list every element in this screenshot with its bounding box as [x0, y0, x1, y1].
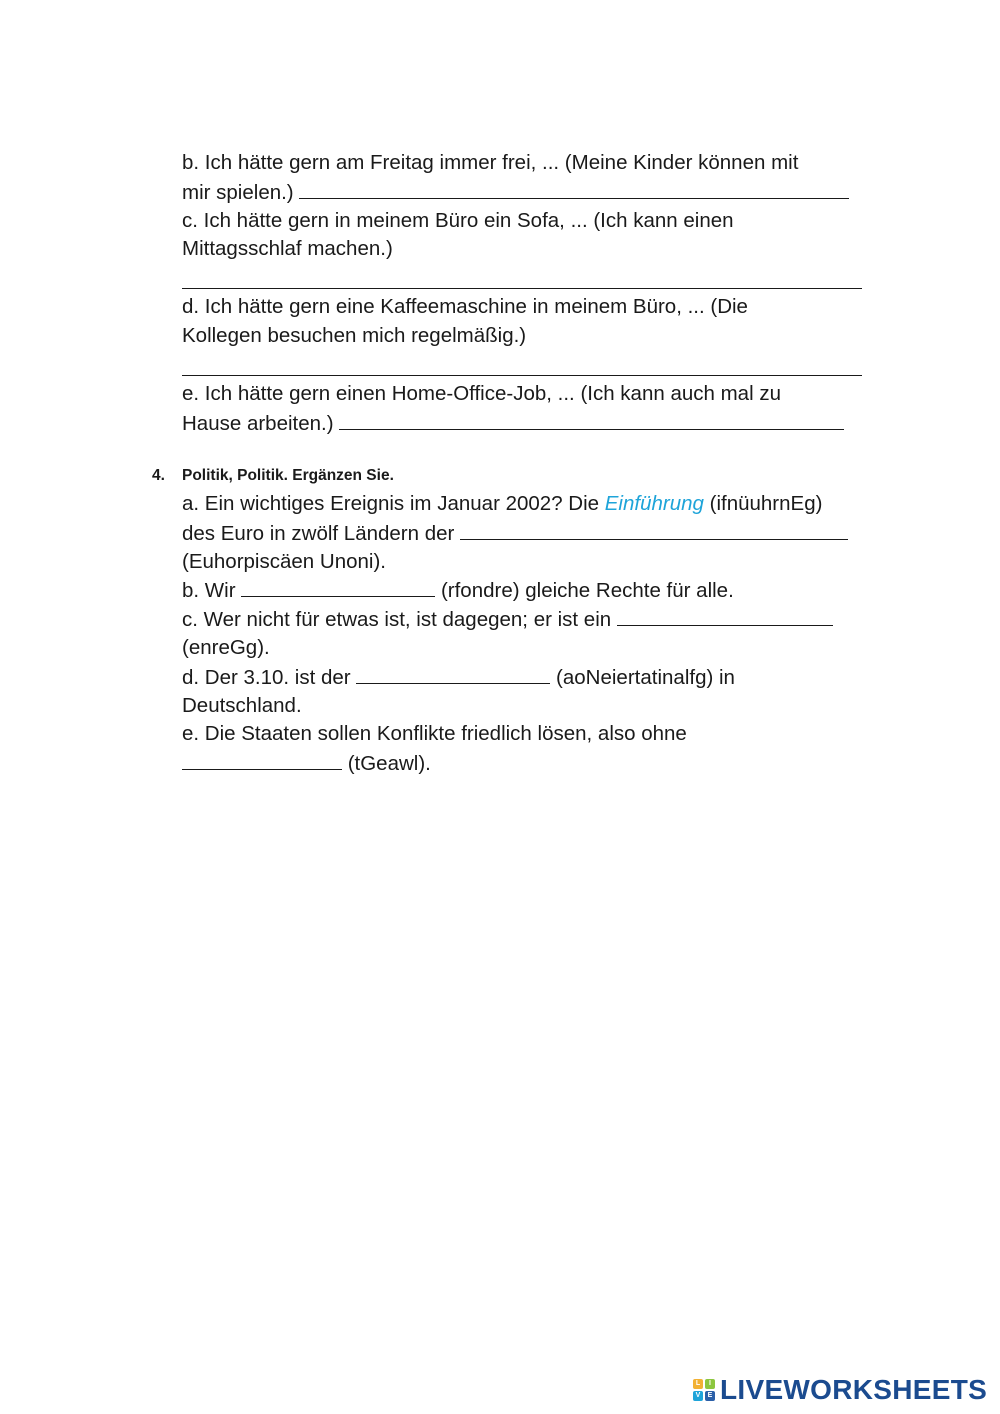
- answer-blank-4e[interactable]: [182, 749, 342, 770]
- item-4d-text: d. Der 3.10. ist der: [182, 665, 351, 689]
- answer-blank-4b[interactable]: [241, 576, 435, 597]
- item-4c-line1: [182, 605, 882, 634]
- item-3d-line2: Kollegen besuchen mich regelmäßig.): [182, 323, 527, 347]
- item-4b: [182, 576, 882, 605]
- logo-letter-e: E: [705, 1391, 715, 1401]
- exercise-4-heading: [152, 467, 394, 485]
- item-3b-text: mir spielen.): [182, 180, 294, 204]
- answer-blank-4d[interactable]: [356, 663, 550, 684]
- item-3e-line2: [182, 409, 882, 438]
- item-4d-scramble: (aoNeiertatinalfg) in: [556, 665, 735, 689]
- exercise-4-items: [182, 490, 882, 778]
- answer-blank-3d[interactable]: [182, 351, 862, 376]
- item-4a-text: a. Ein wichtiges Ereignis im Januar 2002? Die: [182, 492, 600, 515]
- item-4c-text: c. Wer nicht für etwas ist, ist dagegen; er ist ein: [182, 608, 612, 632]
- item-4e-scramble: (tGeawl).: [347, 752, 431, 776]
- item-4a-line3: (Euhorpiscäen Unoni).: [182, 549, 386, 573]
- item-4d-line1: [182, 663, 882, 692]
- item-4b-text: b. Wir: [182, 579, 236, 603]
- item-3c-line1: c. Ich hätte gern in meinem Büro ein Sofa, ... (Ich kann einen: [182, 208, 734, 232]
- item-3e-line1: e. Ich hätte gern einen Home-Office-Job, ... (Ich kann auch mal zu: [182, 381, 781, 405]
- item-4a-line1: [182, 490, 882, 519]
- item-4e-line1: e. Die Staaten sollen Konflikte friedlich lösen, also ohne: [182, 722, 687, 746]
- item-4d-line2: Deutschland.: [182, 693, 302, 717]
- answer-blank-4c[interactable]: [617, 605, 833, 626]
- item-3c-line2: Mittagsschlaf machen.): [182, 237, 393, 261]
- exercise-title: Politik, Politik. Ergänzen Sie.: [182, 467, 394, 484]
- item-4c-line2: (enreGg).: [182, 635, 270, 659]
- item-3e-text: Hause arbeiten.): [182, 411, 334, 435]
- item-4b-scramble: (rfondre) gleiche Rechte für alle.: [440, 579, 734, 603]
- logo-letter-v: V: [693, 1391, 703, 1401]
- item-3d-line1: d. Ich hätte gern eine Kaffeemaschine in meinem Büro, ... (Die: [182, 295, 748, 319]
- item-4a-line2: [182, 519, 882, 548]
- answer-blank-3c[interactable]: [182, 264, 862, 289]
- exercise-3-items: [182, 149, 882, 437]
- liveworksheets-logo: [693, 1374, 987, 1406]
- logo-text: LIVEWORKSHEETS: [720, 1374, 988, 1405]
- logo-letter-l: L: [693, 1379, 703, 1389]
- item-3b-line2: [182, 178, 882, 207]
- answer-blank-3e[interactable]: [339, 409, 844, 430]
- exercise-number: 4.: [152, 467, 165, 484]
- item-4a-text2: des Euro in zwölf Ländern der: [182, 521, 455, 545]
- item-4e-line2: [182, 749, 882, 778]
- item-4a-scramble: (ifnüuhrnEg): [709, 492, 823, 515]
- answer-blank-4a[interactable]: [460, 519, 848, 540]
- answer-4a-filled[interactable]: Einführung: [604, 492, 704, 515]
- logo-letter-i: I: [705, 1379, 715, 1389]
- answer-blank-3b[interactable]: [299, 178, 849, 199]
- item-3b-line1: b. Ich hätte gern am Freitag immer frei, ... (Meine Kinder können mit: [182, 151, 799, 174]
- logo-mark-icon: [693, 1379, 715, 1401]
